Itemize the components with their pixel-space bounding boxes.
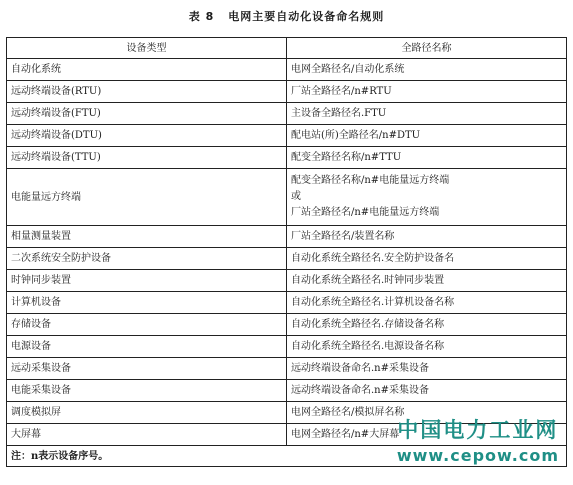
table-caption — [0, 8, 573, 24]
full-path-line: 厂站全路径名/n#电能量远方终端 — [291, 207, 440, 218]
full-path-cell: 自动化系统全路径名.安全防护设备名 — [287, 248, 567, 270]
device-type-cell: 时钟同步装置 — [7, 270, 287, 292]
table-row — [7, 336, 567, 358]
full-path-cell: 配电站(所)全路径名/n#DTU — [287, 125, 567, 147]
full-path-line: 或 — [291, 191, 301, 202]
table-number: 表 8 — [188, 10, 215, 23]
device-type-cell: 计算机设备 — [7, 292, 287, 314]
table-row — [7, 147, 567, 169]
table-row — [7, 59, 567, 81]
table-row — [7, 169, 567, 226]
device-type-cell: 调度模拟屏 — [7, 402, 287, 424]
full-path-cell: 远动终端设备命名.n#采集设备 — [287, 358, 567, 380]
watermark — [397, 414, 559, 465]
full-path-cell — [287, 169, 567, 226]
table-row — [7, 125, 567, 147]
device-type-cell: 自动化系统 — [7, 59, 287, 81]
column-header-full-path: 全路径名称 — [287, 38, 567, 59]
full-path-cell: 配变全路径名称/n#TTU — [287, 147, 567, 169]
full-path-cell: 电网全路径名/自动化系统 — [287, 59, 567, 81]
table-title: 电网主要自动化设备命名规则 — [228, 10, 385, 23]
column-header-device-type: 设备类型 — [7, 38, 287, 59]
device-type-cell: 相量测量装置 — [7, 226, 287, 248]
device-type-cell: 电能量远方终端 — [7, 169, 287, 226]
full-path-cell: 自动化系统全路径名.存储设备名称 — [287, 314, 567, 336]
full-path-cell: 厂站全路径名/装置名称 — [287, 226, 567, 248]
device-type-cell: 二次系统安全防护设备 — [7, 248, 287, 270]
table-row — [7, 292, 567, 314]
table-row — [7, 270, 567, 292]
full-path-cell: 主设备全路径名.FTU — [287, 103, 567, 125]
full-path-cell: 远动终端设备命名.n#采集设备 — [287, 380, 567, 402]
full-path-cell: 厂站全路径名/n#RTU — [287, 81, 567, 103]
table-header-row — [7, 38, 567, 59]
table-row — [7, 358, 567, 380]
device-type-cell: 大屏幕 — [7, 424, 287, 446]
device-type-cell: 电源设备 — [7, 336, 287, 358]
device-type-cell: 远动终端设备(RTU) — [7, 81, 287, 103]
full-path-cell: 自动化系统全路径名.计算机设备名称 — [287, 292, 567, 314]
device-type-cell: 存储设备 — [7, 314, 287, 336]
table-note: 注：n表示设备序号。 — [7, 446, 567, 467]
device-type-cell: 远动采集设备 — [7, 358, 287, 380]
full-path-cell: 电网全路径名/n#大屏幕 — [287, 424, 567, 446]
table-row — [7, 103, 567, 125]
table-row — [7, 380, 567, 402]
naming-rules-table — [6, 37, 567, 467]
device-type-cell: 远动终端设备(FTU) — [7, 103, 287, 125]
device-type-cell: 远动终端设备(DTU) — [7, 125, 287, 147]
watermark-name: 中国电力工业网 — [397, 418, 559, 442]
table-row — [7, 314, 567, 336]
full-path-cell: 电网全路径名/模拟屏名称 — [287, 402, 567, 424]
table-row — [7, 248, 567, 270]
watermark-url: www.cepow.com — [396, 446, 559, 465]
device-type-cell: 电能采集设备 — [7, 380, 287, 402]
full-path-cell: 自动化系统全路径名.时钟同步装置 — [287, 270, 567, 292]
table-row — [7, 81, 567, 103]
full-path-cell: 自动化系统全路径名.电源设备名称 — [287, 336, 567, 358]
table-row — [7, 226, 567, 248]
device-type-cell: 远动终端设备(TTU) — [7, 147, 287, 169]
full-path-line: 配变全路径名称/n#电能量远方终端 — [291, 175, 450, 186]
